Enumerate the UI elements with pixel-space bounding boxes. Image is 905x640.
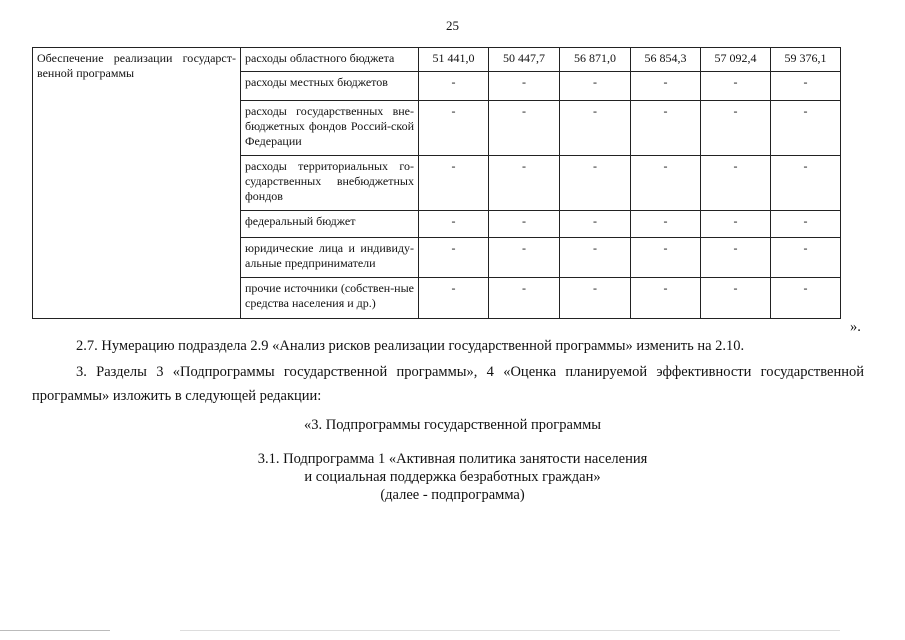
subprogram-heading-line-2: и социальная поддержка безработных граждан» (304, 469, 601, 485)
value-cell: - (631, 72, 701, 101)
subprogram-heading (0, 450, 905, 504)
subprogram-heading-line-1: 3.1. Подпрограмма 1 «Активная политика занятости населения (257, 451, 648, 467)
value-cell: - (771, 278, 841, 319)
value-cell: - (419, 101, 489, 156)
value-cell: - (489, 211, 560, 238)
value-cell: - (771, 72, 841, 101)
value-cell: - (701, 278, 771, 319)
value-cell: - (701, 72, 771, 101)
closing-quote: ». (850, 319, 861, 335)
value-cell: 56 854,3 (631, 48, 701, 72)
program-cell: Обеспечение реализации государст-венной программы (33, 48, 241, 319)
value-cell: - (489, 278, 560, 319)
value-cell: - (701, 101, 771, 156)
section-heading: «3. Подпрограммы государственной программы (304, 417, 601, 433)
value-cell: - (771, 238, 841, 278)
expense-source-cell: прочие источники (собствен-ные средства населения и др.) (241, 278, 419, 319)
paragraph-2-7: 2.7. Нумерацию подраздела 2.9 «Анализ рисков реализации государственной программы» изменить на 2.10. (76, 338, 745, 354)
value-cell: - (489, 101, 560, 156)
subprogram-heading-line-3: (далее - подпрограмма) (380, 487, 525, 503)
expense-source-cell: федеральный бюджет (241, 211, 419, 238)
value-cell: - (489, 238, 560, 278)
value-cell: - (560, 72, 631, 101)
value-cell: 59 376,1 (771, 48, 841, 72)
value-cell: - (489, 72, 560, 101)
expense-source-cell: расходы местных бюджетов (241, 72, 419, 101)
value-cell: - (419, 72, 489, 101)
value-cell: - (560, 211, 631, 238)
value-cell: - (560, 101, 631, 156)
expense-source-cell: расходы территориальных го-сударственных внебюджетных фондов (241, 156, 419, 211)
value-cell: - (631, 278, 701, 319)
value-cell: - (771, 101, 841, 156)
value-cell: - (771, 156, 841, 211)
table-row (33, 48, 841, 72)
value-cell: - (771, 211, 841, 238)
value-cell: - (419, 278, 489, 319)
value-cell: - (489, 156, 560, 211)
expense-source-cell: расходы областного бюджета (241, 48, 419, 72)
scan-artifact-line (180, 630, 840, 631)
value-cell: - (631, 211, 701, 238)
scan-artifact-line (0, 630, 110, 631)
value-cell: 50 447,7 (489, 48, 560, 72)
value-cell: 57 092,4 (701, 48, 771, 72)
value-cell: - (631, 156, 701, 211)
value-cell: - (560, 238, 631, 278)
value-cell: - (419, 238, 489, 278)
value-cell: 56 871,0 (560, 48, 631, 72)
value-cell: - (560, 156, 631, 211)
value-cell: - (419, 211, 489, 238)
value-cell: 51 441,0 (419, 48, 489, 72)
value-cell: - (701, 238, 771, 278)
expense-source-cell: расходы государственных вне-бюджетных фондов Россий-ской Федерации (241, 101, 419, 156)
page-number: 25 (446, 18, 459, 33)
expense-source-cell: юридические лица и индивиду-альные предприниматели (241, 238, 419, 278)
value-cell: - (701, 211, 771, 238)
paragraph-3: 3. Разделы 3 «Подпрограммы государственной программы», 4 «Оценка планируемой эффективности государственной программы» изложить в следующей редакции: (32, 364, 864, 404)
financing-table (32, 47, 841, 319)
value-cell: - (560, 278, 631, 319)
value-cell: - (419, 156, 489, 211)
value-cell: - (631, 238, 701, 278)
value-cell: - (701, 156, 771, 211)
value-cell: - (631, 101, 701, 156)
